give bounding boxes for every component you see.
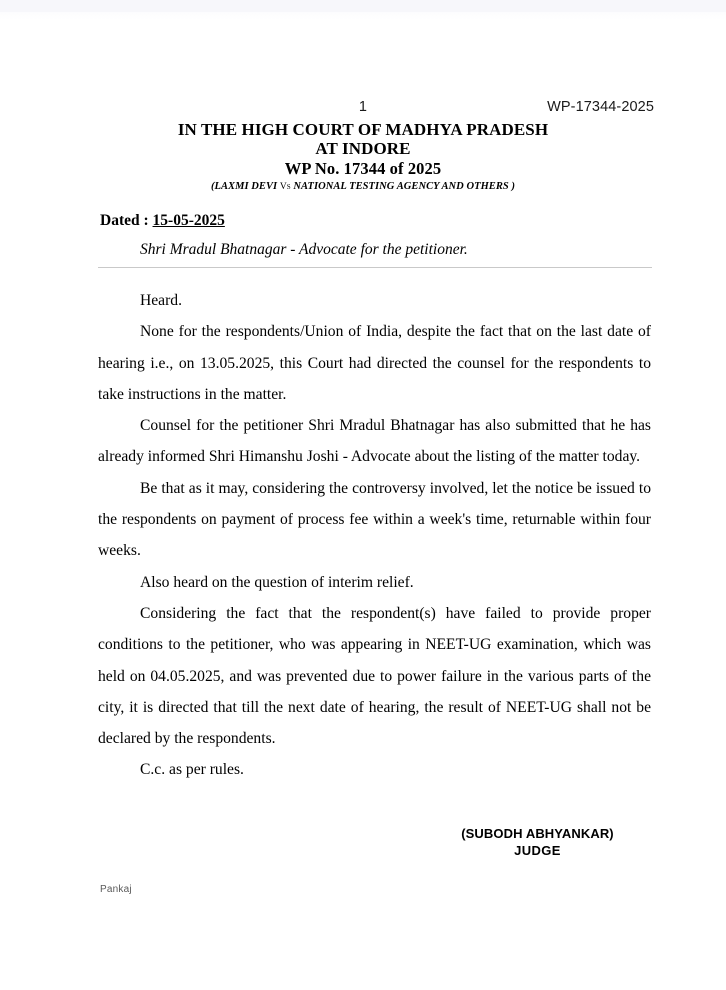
header-divider (98, 267, 652, 268)
order-paragraph: Also heard on the question of interim relief. (140, 573, 414, 591)
judge-designation: JUDGE (514, 843, 561, 858)
order-paragraph: Considering the fact that the respondent(s) have failed to provide proper conditions to the petitioner, who was appearing in NEET-UG examination, which was held on 04.05.2025, and was prevented due to power failure in the various parts of the city, it is directed that till the next date of hearing, the result of NEET-UG shall not be declared by the respondents. (98, 604, 651, 748)
party-separator: Vs (279, 182, 291, 192)
footer-stenographer-note: Pankaj (100, 884, 132, 895)
dated-value: 15-05-2025 (152, 212, 225, 229)
order-body (98, 285, 651, 786)
dated-label: Dated : (100, 212, 153, 229)
court-name-line-1: IN THE HIGH COURT OF MADHYA PRADESH (177, 120, 549, 139)
order-paragraph: None for the respondents/Union of India, despite the fact that on the last date of hearing i.e., on 13.05.2025, this Court had directed the counsel for the respondents to take instructions in the matter. (98, 323, 651, 403)
party-respondent: NATIONAL TESTING AGENCY AND OTHERS ) (290, 181, 516, 192)
order-paragraph: Heard. (140, 292, 182, 309)
case-parties (0, 181, 726, 192)
order-paragraph: Be that as it may, considering the controversy involved, let the notice be issued to the respondents on payment of process fee within a week's time, returnable within four weeks. (98, 479, 651, 560)
order-paragraph: C.c. as per rules. (140, 761, 244, 779)
court-name-line-2: AT INDORE (315, 139, 411, 158)
judge-name: (SUBODH ABHYANKAR) (461, 826, 614, 841)
order-paragraph: Counsel for the petitioner Shri Mradul Bhatnagar has also submitted that he has already informed Shri Himanshu Joshi - Advocate about the listing of the matter today. (98, 417, 651, 466)
case-id-label: WP-17344-2025 (547, 99, 654, 115)
page-number: 1 (358, 99, 368, 115)
signature-block (400, 826, 675, 858)
court-heading-block (0, 120, 726, 192)
case-title: WP No. 17344 of 2025 (284, 159, 442, 178)
party-petitioner: (LAXMI DEVI (210, 181, 280, 192)
page-header (0, 99, 726, 119)
appearance-line: Shri Mradul Bhatnagar - Advocate for the petitioner. (140, 241, 468, 258)
order-date-line (100, 212, 225, 230)
